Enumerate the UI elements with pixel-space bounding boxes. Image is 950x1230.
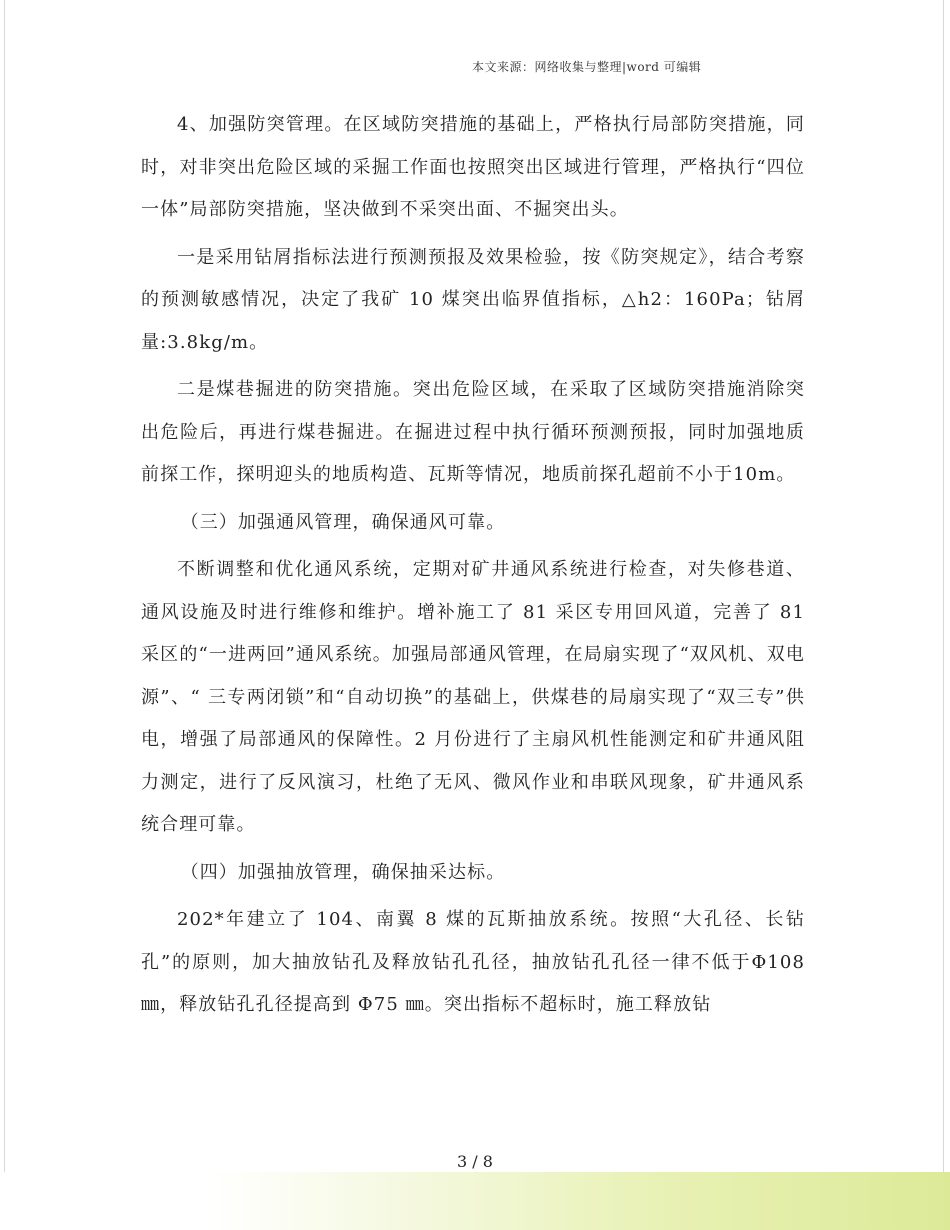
footer-decorative-band [0, 1172, 950, 1230]
paragraph-outburst-management: 4、加强防突管理。在区域防突措施的基础上，严格执行局部防突措施，同时，对非突出危险区域的采掘工作面也按照突出区域进行管理，严格执行“四位一体”局部防突措施，坚决做到不采突出面、不掘突出头。 [141, 114, 805, 220]
paragraph-drill-cuttings-index: 一是采用钻屑指标法进行预测预报及效果检验，按《防突规定》，结合考察的预测敏感情况，决定了我矿 10 煤突出临界值指标，△h2：160Pa；钻屑量:3.8kg/m。 [141, 246, 805, 353]
header-source-note: 本文来源：网络收集与整理|word 可编辑 [472, 60, 702, 74]
document-body [141, 104, 805, 1032]
paragraph-ventilation-system: 不断调整和优化通风系统，定期对矿井通风系统进行检查，对失修巷道、通风设施及时进行维修和维护。增补施工了 81 采区专用回风道，完善了 81 采区的“一进两回”通风系统。加强局部通风管理，在局扇实现了“双风机、双电源”、“ 三专两闭锁”和“自动切换”的基础上，供煤巷的局扇实现了“双三专”供电，增强了局部通风的保障性。2 月份进行了主扇风机性能测定和矿井通风阻力测定，进行了反风演习，杜绝了无风、微风作业和串联风现象，矿井通风系统合理可靠。 [141, 559, 805, 835]
paragraph-gas-drainage-system: 202*年建立了 104、南翼 8 煤的瓦斯抽放系统。按照“大孔径、长钻孔”的原则，加大抽放钻孔及释放钻孔孔径，抽放钻孔孔径一律不低于Φ108 ㎜，释放钻孔孔径提高到 Φ75 ㎜。突出指标不超标时，施工释放钻 [141, 909, 805, 1015]
section-heading-gas-drainage: （四）加强抽放管理，确保抽采达标。 [180, 861, 506, 883]
page-number: 3 / 8 [457, 1152, 493, 1171]
paragraph-roadway-excavation: 二是煤巷掘进的防突措施。突出危险区域，在采取了区域防突措施消除突出危险后，再进行煤巷掘进。在掘进过程中执行循环预测预报，同时加强地质前探工作，探明迎头的地质构造、瓦斯等情况，地质前探孔超前不小于10m。 [141, 379, 805, 485]
section-heading-ventilation: （三）加强通风管理，确保通风可靠。 [180, 511, 506, 533]
